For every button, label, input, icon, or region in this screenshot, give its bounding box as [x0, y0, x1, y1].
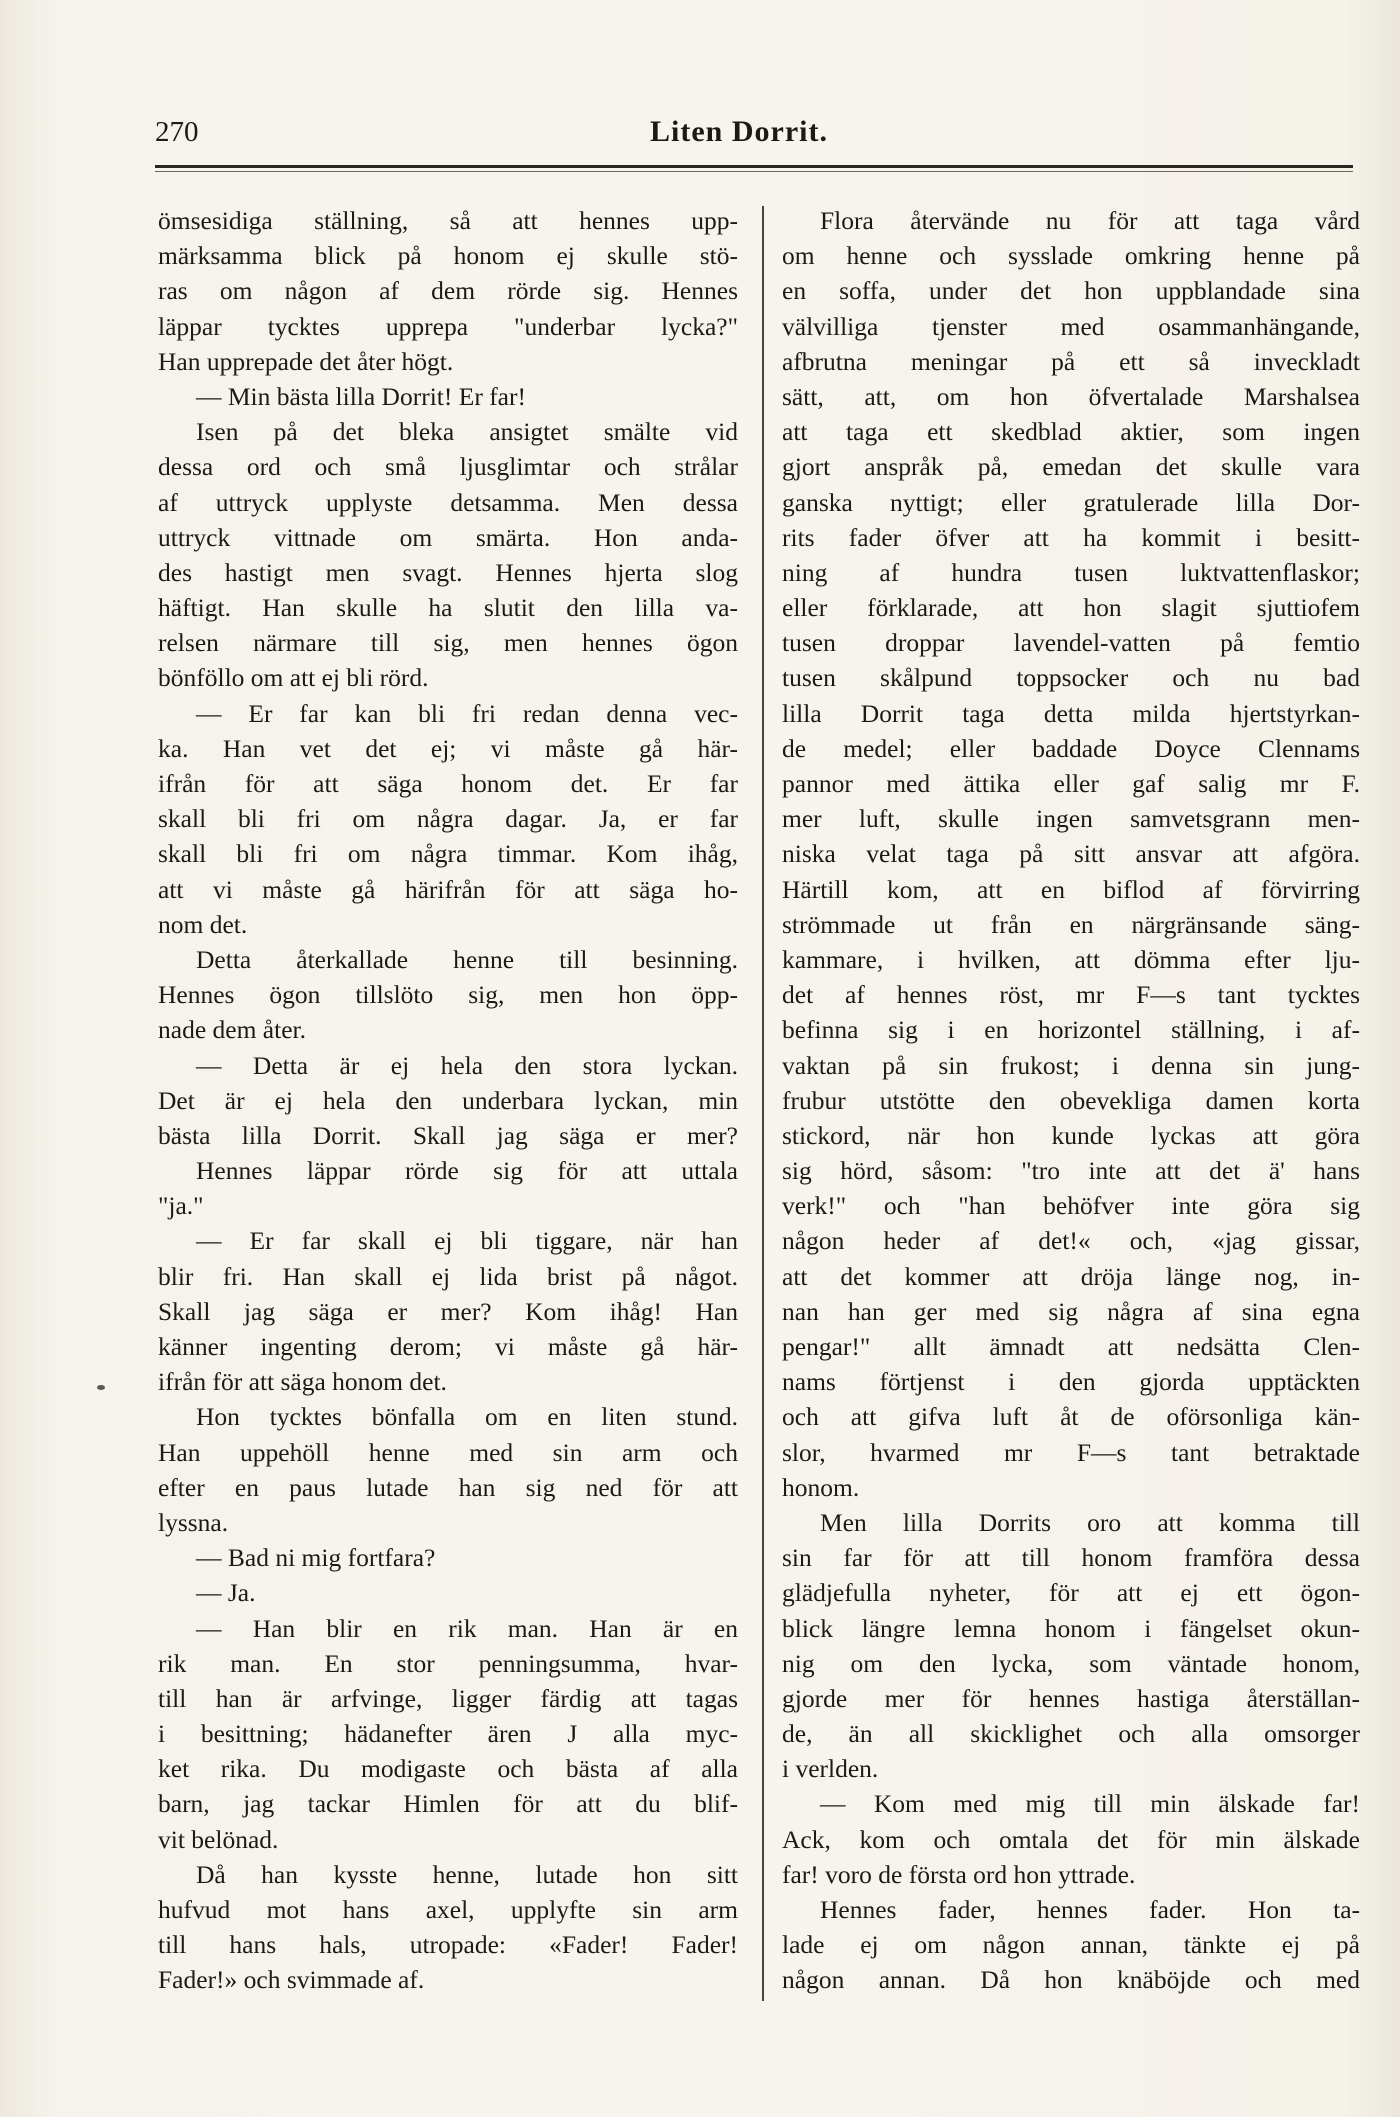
text-line: Hennes läppar rörde sig för att uttala — [196, 1156, 738, 1186]
right-text-column — [782, 203, 1360, 1998]
text-line: afbrutna meningar på ett så inveckladt — [782, 346, 1360, 376]
text-line: slor, hvarmed mr F—s tant betraktade — [782, 1437, 1360, 1467]
text-line: känner ingenting derom; vi måste gå här- — [158, 1332, 738, 1361]
text-line: nade dem åter. — [158, 1015, 306, 1045]
text-line: sätt, att, om hon öfvertalade Marshalsea — [782, 381, 1360, 411]
text-line: ka. Han vet det ej; vi måste gå här- — [158, 733, 738, 763]
text-line: stickord, när hon kunde lyckas att göra — [782, 1120, 1360, 1150]
text-line: Han upprepade det åter högt. — [158, 346, 454, 376]
page-number: 270 — [155, 116, 199, 148]
text-line: till hans hals, utropade: «Fader! Fader! — [158, 1930, 738, 1960]
text-line: ömsesidiga ställning, så att hennes upp- — [158, 206, 738, 235]
text-line: i besittning; hädanefter ären J alla myc- — [158, 1719, 738, 1749]
left-text-column — [158, 203, 738, 1998]
text-line: Hennes fader, hennes fader. Hon ta- — [820, 1895, 1360, 1924]
text-line: lilla Dorrit taga detta milda hjertstyrkan- — [782, 698, 1360, 728]
text-line: de medel; eller baddade Doyce Clennams — [782, 733, 1360, 763]
text-line: honom. — [782, 1472, 860, 1502]
text-line: rits fader öfver att ha kommit i besitt- — [782, 522, 1360, 552]
text-line: lyssna. — [158, 1507, 229, 1537]
text-line: bönföllo om att ej bli rörd. — [158, 663, 429, 693]
text-line: någon heder af det!« och, «jag gissar, — [782, 1226, 1360, 1256]
text-line: Fader!» och svimmade af. — [158, 1965, 425, 1995]
text-line: till han är arfvinge, ligger färdig att tagas — [158, 1683, 738, 1713]
text-line: lade ej om någon annan, tänkte ej på — [782, 1930, 1360, 1960]
text-line: af uttryck upplyste detsamma. Men dessa — [158, 487, 738, 517]
text-line: uttryck vittnade om smärta. Hon anda- — [158, 522, 738, 552]
text-line: strömmade ut från en närgränsande säng- — [782, 909, 1360, 939]
text-line: och att gifva luft åt de oförsonliga kän- — [782, 1402, 1360, 1432]
text-line: vit belönad. — [158, 1824, 279, 1854]
text-line: blir fri. Han skall ej lida brist på något. — [158, 1261, 738, 1291]
text-line: nams förtjenst i den gjorda upptäckten — [782, 1367, 1360, 1397]
text-line: om henne och sysslade omkring henne på — [782, 241, 1360, 271]
text-line: ket rika. Du modigaste och bästa af alla — [158, 1754, 738, 1784]
text-line: mer luft, skulle ingen samvetsgrann men- — [782, 804, 1360, 834]
text-line: Flora återvände nu för att taga vård — [820, 206, 1360, 235]
text-line: kammare, i hvilken, att dömma efter lju- — [782, 944, 1360, 974]
text-line: ning af hundra tusen luktvattenflaskor; — [782, 557, 1360, 587]
text-line: nig om den lycka, som väntade honom, — [782, 1648, 1360, 1678]
text-line: glädjefulla nyheter, för att ej ett ögon- — [782, 1578, 1360, 1608]
text-line: sig hörd, såsom: "tro inte att det ä' hans — [782, 1156, 1360, 1186]
text-line: Ack, kom och omtala det för min älskade — [782, 1824, 1360, 1854]
text-line: Men lilla Dorrits oro att komma till — [820, 1507, 1360, 1537]
text-line: — Er far skall ej bli tiggare, när han — [196, 1226, 738, 1256]
text-line: Skall jag säga er mer? Kom ihåg! Han — [158, 1296, 738, 1326]
text-line: att vi måste gå härifrån för att säga ho- — [158, 874, 738, 904]
text-line: Hon tycktes bönfalla om en liten stund. — [196, 1402, 738, 1432]
text-line: eller förklarade, att hon slagit sjuttiofem — [782, 593, 1360, 623]
text-line: niska velat taga på sitt ansvar att afgöra. — [782, 839, 1360, 869]
text-line: tusen droppar lavendel-vatten på femtio — [782, 628, 1360, 658]
text-line: — Detta är ej hela den stora lyckan. — [196, 1050, 738, 1080]
text-line: — Kom med mig till min älskade far! — [820, 1789, 1360, 1819]
text-line: Det är ej hela den underbara lyckan, min — [158, 1085, 738, 1115]
page-speck — [97, 1385, 105, 1390]
column-divider — [762, 206, 764, 2001]
text-line: skall bli fri om några timmar. Kom ihåg, — [158, 839, 738, 869]
text-line: någon annan. Då hon knäböjde och med — [782, 1965, 1360, 1995]
text-line: sin far för att till honom framföra dessa — [782, 1543, 1360, 1573]
text-line: befinna sig i en horizontel ställning, i af- — [782, 1015, 1360, 1045]
text-line: skall bli fri om några dagar. Ja, er far — [158, 804, 738, 834]
text-line: märksamma blick på honom ej skulle stö- — [158, 241, 738, 271]
text-line: rik man. En stor penningsumma, hvar- — [158, 1648, 738, 1678]
text-line: nom det. — [158, 909, 248, 939]
text-line: det af hennes röst, mr F—s tant tycktes — [782, 980, 1360, 1010]
text-line: ifrån för att säga honom det. — [158, 1367, 447, 1397]
text-line: — Bad ni mig fortfara? — [196, 1543, 436, 1573]
text-line: bästa lilla Dorrit. Skall jag säga er mer? — [158, 1120, 738, 1150]
text-line: att det kommer att dröja länge nog, in- — [782, 1261, 1360, 1291]
text-line: de, än all skicklighet och alla omsorger — [782, 1719, 1360, 1749]
running-title: Liten Dorrit. — [650, 115, 828, 148]
text-line: gjorde mer för hennes hastiga återställan- — [782, 1683, 1360, 1713]
text-line: — Ja. — [196, 1578, 256, 1608]
text-line: dessa ord och små ljusglimtar och strålar — [158, 452, 738, 482]
text-line: "ja." — [158, 1191, 204, 1221]
text-line: des hastigt men svagt. Hennes hjerta slog — [158, 557, 738, 587]
text-line: Detta återkallade henne till besinning. — [196, 944, 738, 974]
text-line: blick längre lemna honom i fängelset okun- — [782, 1613, 1360, 1643]
header-rule-thin — [155, 171, 1353, 172]
text-line: nan han ger med sig några af sina egna — [782, 1296, 1360, 1326]
text-line: — Er far kan bli fri redan denna vec- — [196, 698, 738, 728]
text-line: en soffa, under det hon uppblandade sina — [782, 276, 1360, 306]
text-line: att taga ett skedblad aktier, som ingen — [782, 417, 1360, 447]
text-line: Han uppehöll henne med sin arm och — [158, 1437, 738, 1467]
text-line: ras om någon af dem rörde sig. Hennes — [158, 276, 738, 306]
text-line: barn, jag tackar Himlen för att du blif- — [158, 1789, 738, 1819]
text-line: Isen på det bleka ansigtet smälte vid — [196, 417, 738, 447]
text-line: hufvud mot hans axel, upplyfte sin arm — [158, 1895, 738, 1924]
text-line: ganska nyttigt; eller gratulerade lilla Dor- — [782, 487, 1360, 517]
text-line: vaktan på sin frukost; i denna sin jung- — [782, 1050, 1360, 1080]
text-line: ifrån för att säga honom det. Er far — [158, 769, 738, 798]
text-line: välvilliga tjenster med osammanhängande, — [782, 311, 1360, 341]
text-line: Härtill kom, att en biflod af förvirring — [782, 874, 1360, 904]
page-header — [155, 112, 1350, 156]
text-line: pengar!" allt ämnadt att nedsätta Clen- — [782, 1332, 1360, 1361]
text-line: Då han kysste henne, lutade hon sitt — [196, 1859, 738, 1889]
text-line: tusen skålpund toppsocker och nu bad — [782, 663, 1360, 693]
text-line: relsen närmare till sig, men hennes ögon — [158, 628, 738, 658]
text-line: i verlden. — [782, 1754, 879, 1784]
text-line: gjort anspråk på, emedan det skulle vara — [782, 452, 1360, 482]
text-line: far! voro de första ord hon yttrade. — [782, 1859, 1136, 1889]
text-line: — Min bästa lilla Dorrit! Er far! — [196, 381, 526, 411]
text-line: frubur utstötte den obevekliga damen korta — [782, 1085, 1360, 1115]
text-line: läppar tycktes upprepa "underbar lycka?" — [158, 311, 738, 341]
text-line: verk!" och "han behöfver inte göra sig — [782, 1191, 1360, 1221]
text-line: häftigt. Han skulle ha slutit den lilla va- — [158, 593, 738, 623]
text-line: pannor med ättika eller gaf salig mr F. — [782, 769, 1360, 798]
text-line: efter en paus lutade han sig ned för att — [158, 1472, 738, 1502]
text-line: — Han blir en rik man. Han är en — [196, 1613, 738, 1643]
text-line: Hennes ögon tillslöto sig, men hon öpp- — [158, 980, 738, 1010]
header-rule-thick — [155, 165, 1353, 168]
